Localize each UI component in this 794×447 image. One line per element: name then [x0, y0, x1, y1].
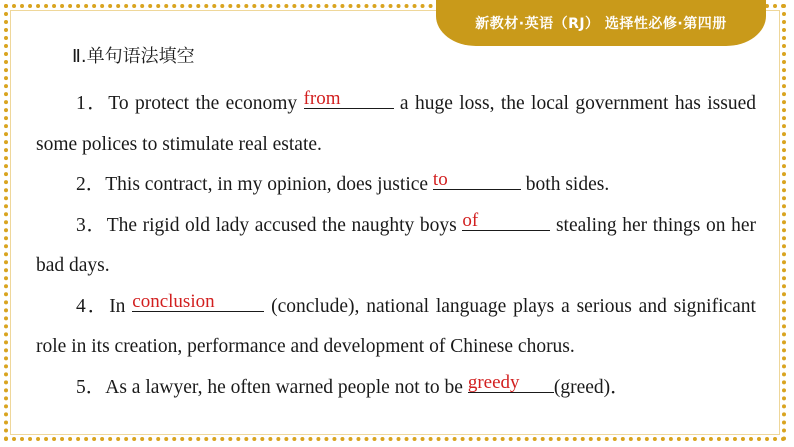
item-text-before: In — [109, 295, 133, 317]
section-title: Ⅱ.单句语法填空 — [72, 46, 195, 67]
item-number: 4． — [76, 295, 110, 317]
answer-text: from — [303, 88, 341, 109]
item-text-before: As a lawyer, he often warned people not to be — [105, 376, 468, 398]
item-number: 3． — [76, 214, 107, 236]
item-text-after: stealing her things on her bad days. — [36, 214, 756, 276]
exercise-item-4 — [36, 287, 756, 368]
item-text-after: (greed)． — [553, 376, 630, 398]
answer-blank — [468, 370, 554, 393]
exercise-item-1 — [36, 84, 756, 165]
answer-text: greedy — [467, 371, 520, 393]
answer-text: of — [462, 209, 479, 231]
header-badge — [436, 0, 766, 46]
answer-text: conclusion — [132, 290, 215, 312]
answer-text: to — [432, 169, 448, 190]
item-number: 2． — [76, 174, 106, 195]
item-text-after: (conclude), national language plays a serious and significant role in its creation, performance and development of Chinese chorus. — [36, 295, 756, 357]
item-text-before: The rigid old lady accused the naughty boys — [106, 214, 463, 236]
answer-blank — [132, 289, 264, 312]
exercise-item-3 — [36, 206, 756, 287]
answer-blank — [304, 86, 394, 109]
item-number: 5． — [76, 376, 106, 398]
item-text-after: both sides. — [520, 174, 610, 195]
item-text-after: a huge loss, the local government has issued some polices to stimulate real estate. — [36, 93, 756, 155]
answer-blank — [433, 167, 521, 190]
item-number: 1． — [76, 93, 109, 114]
exercise-item-2 — [36, 165, 756, 206]
item-text-before: To protect the economy — [108, 93, 304, 114]
item-text-before: This contract, in my opinion, does justice — [105, 174, 433, 195]
answer-blank — [462, 208, 550, 231]
header-title: 新教材·英语（RJ） 选择性必修·第四册 — [475, 16, 727, 32]
exercise-list — [36, 84, 756, 408]
exercise-item-5 — [36, 368, 756, 409]
